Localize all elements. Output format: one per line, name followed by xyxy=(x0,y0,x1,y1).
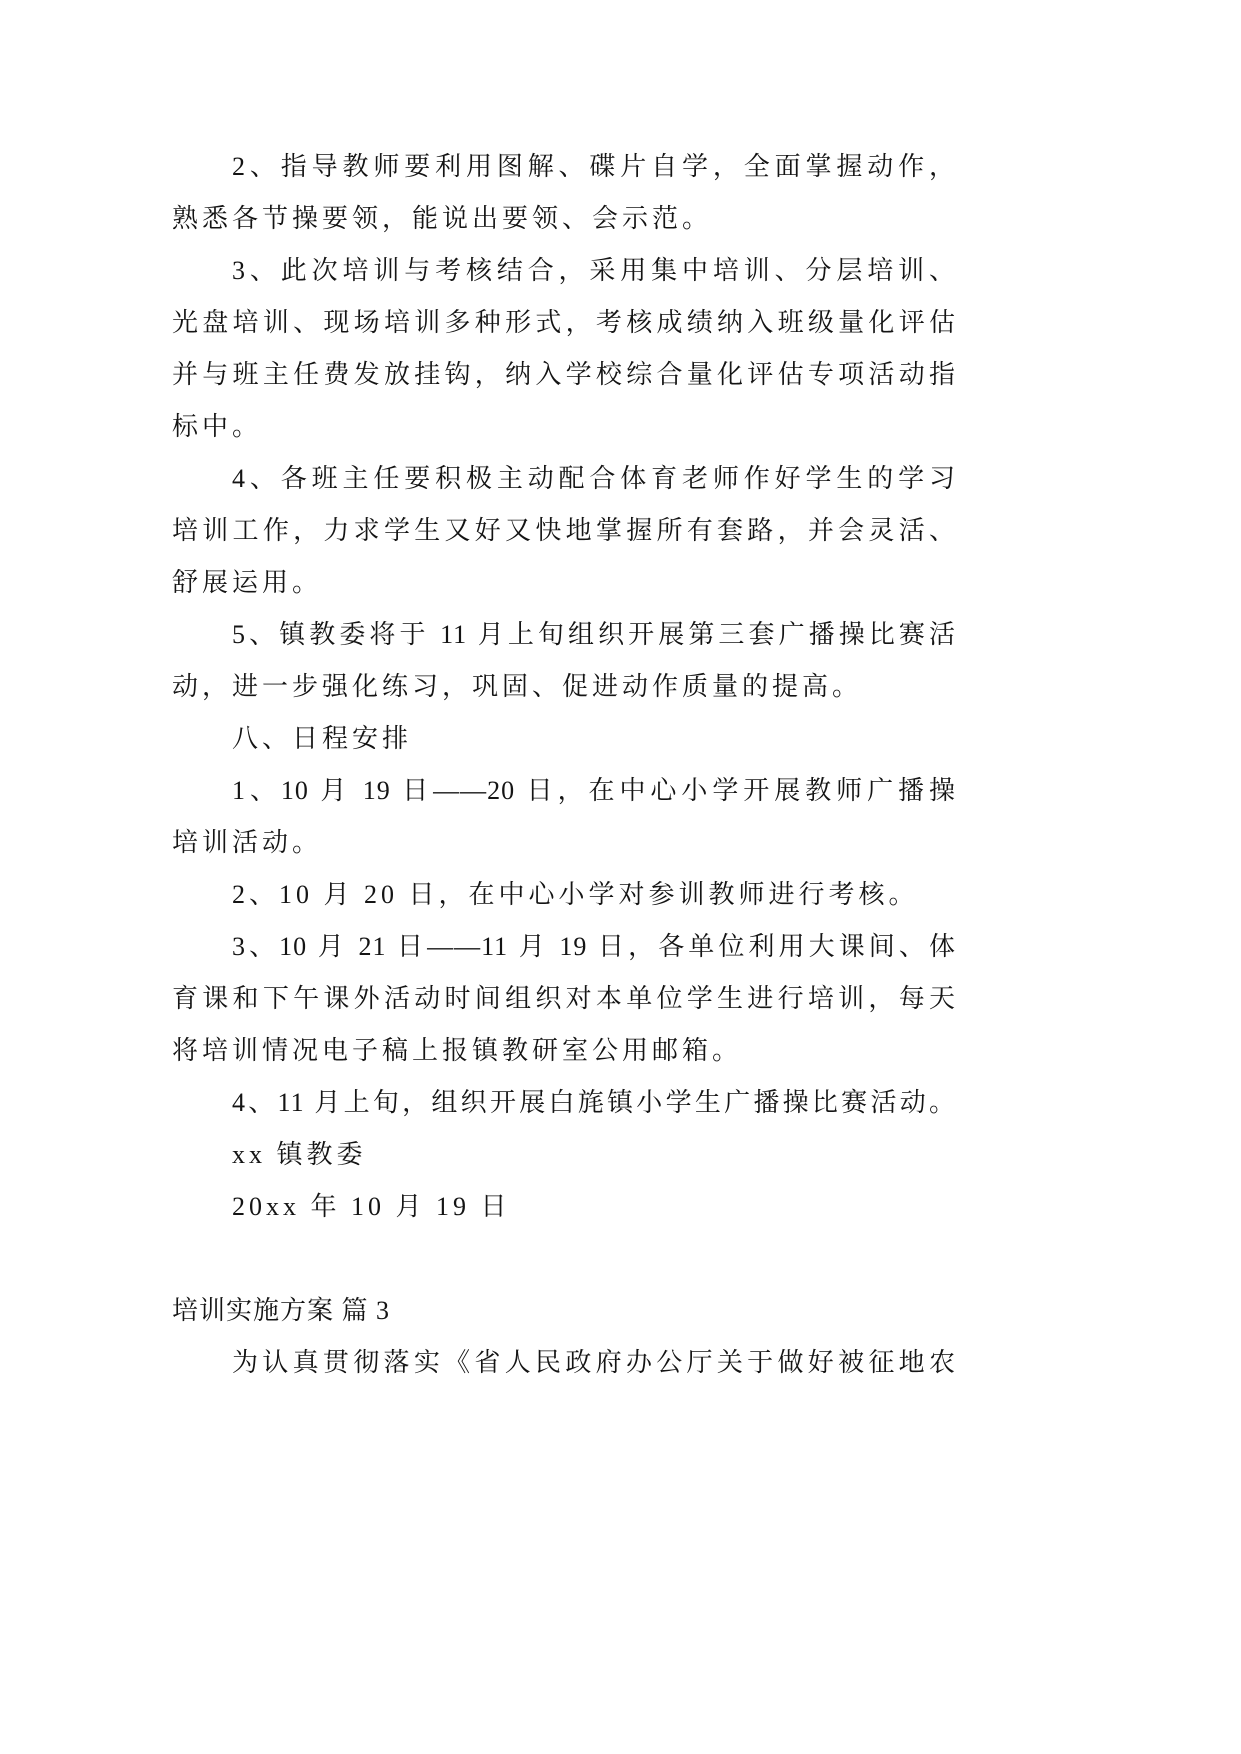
paragraph-line: 光盘培训、现场培训多种形式，考核成绩纳入班级量化评估 xyxy=(172,308,956,337)
section-heading: 培训实施方案 篇 3 xyxy=(172,1296,391,1325)
paragraph-line: 熟悉各节操要领，能说出要领、会示范。 xyxy=(172,204,713,233)
schedule-line: 培训活动。 xyxy=(172,828,323,857)
paragraph-line: 2、指导教师要利用图解、碟片自学，全面掌握动作， xyxy=(232,152,956,181)
paragraph-line: 动，进一步强化练习，巩固、促进动作质量的提高。 xyxy=(172,672,863,701)
paragraph-line: 5、镇教委将于 11 月上旬组织开展第三套广播操比赛活 xyxy=(232,620,956,649)
schedule-heading: 八、日程安排 xyxy=(232,724,413,753)
schedule-line: 2、10 月 20 日，在中心小学对参训教师进行考核。 xyxy=(232,880,919,909)
issuer-name: xx 镇教委 xyxy=(232,1140,367,1169)
issue-date: 20xx 年 10 月 19 日 xyxy=(232,1192,511,1221)
paragraph-line: 3、此次培训与考核结合，采用集中培训、分层培训、 xyxy=(232,256,956,285)
paragraph-line: 培训工作，力求学生又好又快地掌握所有套路，并会灵活、 xyxy=(172,516,956,545)
paragraph-line: 4、各班主任要积极主动配合体育老师作好学生的学习 xyxy=(232,464,956,493)
schedule-line: 4、11 月上旬，组织开展白旄镇小学生广播操比赛活动。 xyxy=(232,1088,956,1117)
paragraph-line: 舒展运用。 xyxy=(172,568,323,597)
paragraph-line: 并与班主任费发放挂钩，纳入学校综合量化评估专项活动指 xyxy=(172,360,956,389)
schedule-line: 育课和下午课外活动时间组织对本单位学生进行培训，每天 xyxy=(172,984,956,1013)
schedule-line: 1、10 月 19 日——20 日，在中心小学开展教师广播操 xyxy=(232,776,956,805)
schedule-line: 3、10 月 21 日——11 月 19 日，各单位利用大课间、体 xyxy=(232,932,956,961)
paragraph-line: 标中。 xyxy=(172,412,263,441)
paragraph-line: 为认真贯彻落实《省人民政府办公厅关于做好被征地农 xyxy=(232,1348,956,1377)
schedule-line: 将培训情况电子稿上报镇教研室公用邮箱。 xyxy=(172,1036,743,1065)
